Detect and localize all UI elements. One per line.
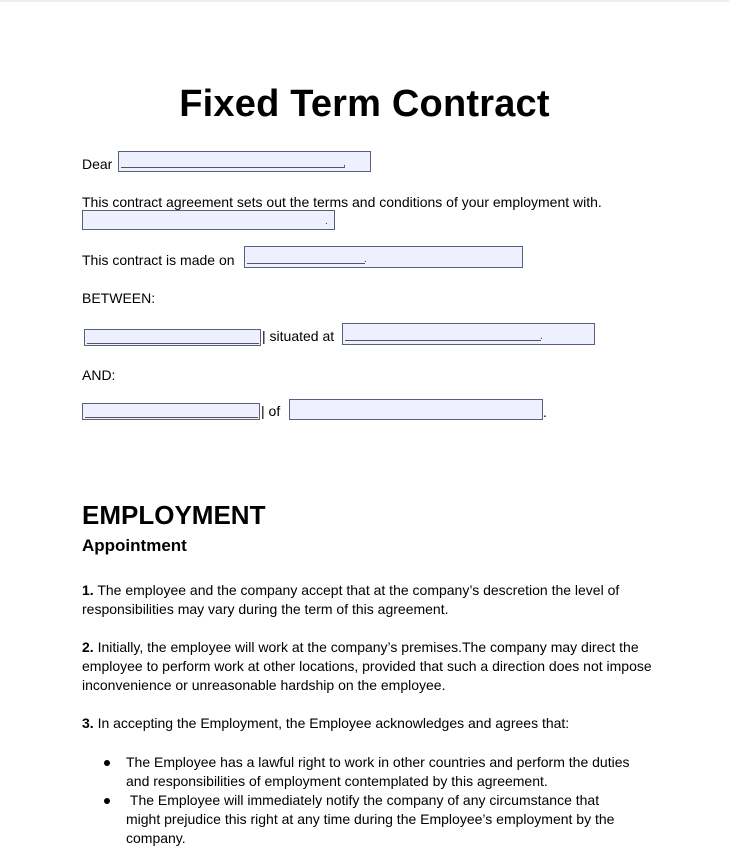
intro-text: This contract agreement sets out the terms and conditions of your employment with. bbox=[82, 194, 602, 210]
clause-3-number: 3. bbox=[82, 715, 94, 731]
situated-label: | situated at bbox=[262, 328, 335, 344]
list-item bbox=[82, 753, 646, 791]
address-period: . bbox=[543, 404, 547, 420]
list-item bbox=[82, 791, 630, 848]
and-label: AND: bbox=[82, 367, 116, 383]
made-on-label: This contract is made on bbox=[82, 252, 235, 268]
employer-name-field[interactable] bbox=[84, 329, 261, 346]
page-top-border bbox=[0, 0, 729, 2]
employee-name-field[interactable] bbox=[82, 403, 260, 420]
appointment-heading: Appointment bbox=[82, 536, 187, 555]
contract-date-field[interactable]: . bbox=[244, 246, 523, 268]
bullet-text-2: The Employee will immediately notify the company of any circumstance that might prejudice this right at any time during the Employee’s employment by the company. bbox=[126, 792, 619, 846]
clause-2 bbox=[82, 638, 652, 695]
employee-address-field[interactable] bbox=[289, 399, 543, 420]
situated-text: situated at bbox=[269, 328, 335, 344]
of-text: of bbox=[268, 403, 281, 419]
of-label: | of bbox=[261, 403, 281, 419]
acknowledgement-list bbox=[82, 753, 662, 848]
clause-3-text: In accepting the Employment, the Employee acknowledges and agrees that: bbox=[97, 715, 570, 731]
clause-1-text: The employee and the company accept that at the company’s descretion the level of responsibilities may vary during the term of this agreement. bbox=[82, 582, 620, 617]
clause-3 bbox=[82, 714, 652, 733]
recipient-name-field[interactable]: , bbox=[118, 151, 371, 172]
bullet-icon bbox=[104, 798, 110, 804]
bullet-text-1: The Employee has a lawful right to work in other countries and perform the duties and responsibilities of employment contemplated by this agreement. bbox=[126, 754, 630, 789]
clause-2-number: 2. bbox=[82, 639, 94, 655]
document-title: Fixed Term Contract bbox=[179, 83, 550, 125]
company-name-field[interactable]: . bbox=[82, 210, 335, 230]
clause-1 bbox=[82, 581, 652, 619]
employment-heading: EMPLOYMENT bbox=[82, 500, 266, 530]
clause-2-text: Initially, the employee will work at the company’s premises.The company may direct the employee to perform work at other locations, provided that such a direction does not impose inconvenience or unreasonable hardship on the employee. bbox=[82, 639, 652, 693]
clause-1-number: 1. bbox=[82, 582, 94, 598]
between-label: BETWEEN: bbox=[82, 290, 156, 306]
bullet-icon bbox=[104, 760, 110, 766]
dear-label: Dear bbox=[82, 156, 113, 172]
employer-address-field[interactable]: . bbox=[342, 323, 595, 345]
